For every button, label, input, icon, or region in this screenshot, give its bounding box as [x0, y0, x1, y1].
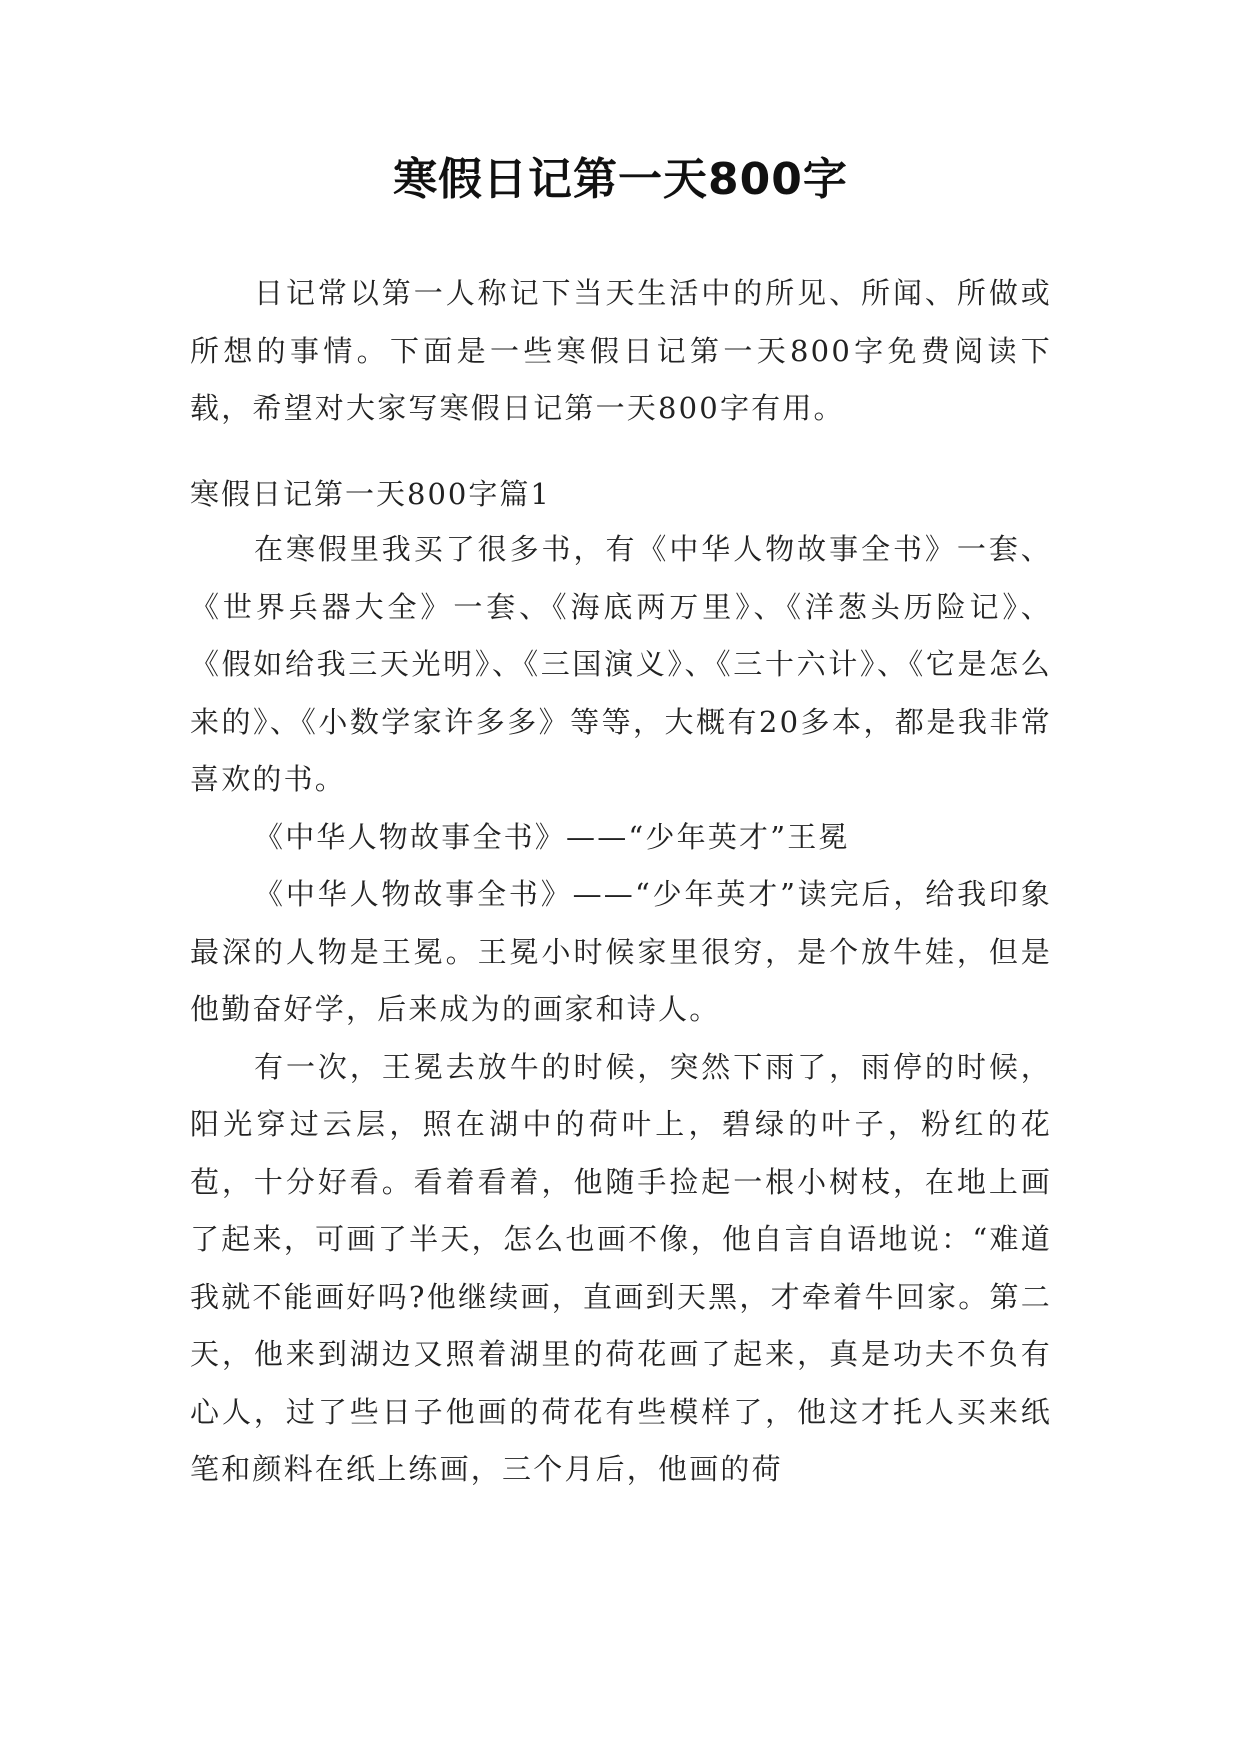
section-heading: 寒假日记第一天800字篇1	[190, 477, 551, 511]
document-title: 寒假日记第一天800字	[393, 154, 848, 205]
body-paragraph: 在寒假里我买了很多书，有《中华人物故事全书》一套、《世界兵器大全》一套、《海底两万里》、《洋葱头历险记》、《假如给我三天光明》、《三国演义》、《三十六计》、《它是怎么来的》、《小数学家许多多》等等，大概有20多本，都是我非常喜欢的书。	[190, 532, 1052, 796]
article-body	[190, 521, 1052, 1499]
body-paragraph: 《中华人物故事全书》——“少年英才”读完后，给我印象最深的人物是王冕。王冕小时候家里很穷，是个放牛娃，但是他勤奋好学，后来成为的画家和诗人。	[190, 877, 1052, 1026]
body-paragraph: 《中华人物故事全书》——“少年英才”王冕	[254, 819, 850, 854]
body-paragraph: 有一次，王冕去放牛的时候，突然下雨了，雨停的时候，阳光穿过云层，照在湖中的荷叶上，碧绿的叶子，粉红的花苞，十分好看。看着看着，他随手捡起一根小树枝，在地上画了起来，可画了半天，怎么也画不像，他自言自语地说：“难道我就不能画好吗?他继续画，直画到天黑，才牵着牛回家。第二天，他来到湖边又照着湖里的荷花画了起来，真是功夫不负有心人，过了些日子他画的荷花有些模样了，他这才托人买来纸笔和颜料在纸上练画，三个月后，他画的荷	[190, 1049, 1052, 1486]
intro-paragraph: 日记常以第一人称记下当天生活中的所见、所闻、所做或所想的事情。下面是一些寒假日记第一天800字免费阅读下载，希望对大家写寒假日记第一天800字有用。	[190, 276, 1052, 425]
